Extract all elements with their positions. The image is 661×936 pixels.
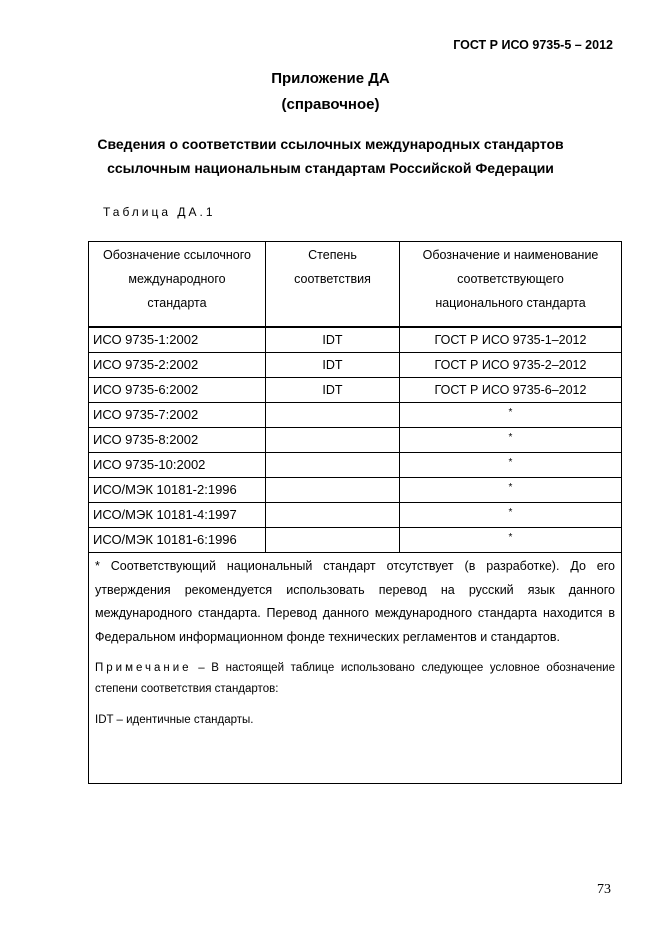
cell-international: ИСО 9735-6:2002 — [89, 378, 266, 403]
header-national-standard — [400, 242, 622, 328]
header-line: национального стандарта — [435, 296, 586, 310]
cell-degree — [266, 453, 400, 478]
cell-national: ГОСТ Р ИСО 9735-6–2012 — [400, 378, 622, 403]
page-number: 73 — [597, 882, 611, 897]
appendix-heading-line1: Сведения о соответствии ссылочных международных стандартов — [97, 136, 564, 152]
cell-degree — [266, 428, 400, 453]
note-paragraph — [95, 658, 615, 700]
table-row — [89, 478, 622, 503]
cell-international: ИСО 9735-1:2002 — [89, 327, 266, 353]
header-line: Обозначение ссылочного — [103, 248, 251, 262]
note-label: Примечание — [95, 662, 192, 674]
cell-international: ИСО/МЭК 10181-4:1997 — [89, 503, 266, 528]
table-row — [89, 503, 622, 528]
cell-national — [400, 403, 622, 428]
cell-national — [400, 528, 622, 553]
cell-national — [400, 503, 622, 528]
footnote-marker: * — [508, 407, 513, 418]
cell-national — [400, 428, 622, 453]
cell-degree — [266, 503, 400, 528]
footnote-text: * Соответствующий национальный стандарт отсутствует (в разработке). До его утверждения рекомендуется использовать перевод на русский язык данного международного стандарта. Перевод данного международного стандарта находится в Федеральном информационном фонде технических регламентов и стандартов. — [95, 559, 615, 644]
appendix-title: Приложение ДА — [271, 70, 390, 87]
header-line: Обозначение и наименование — [422, 248, 599, 262]
cell-international: ИСО 9735-8:2002 — [89, 428, 266, 453]
header-international-standard — [89, 242, 266, 328]
cell-national: ГОСТ Р ИСО 9735-1–2012 — [400, 327, 622, 353]
header-line: стандарта — [147, 296, 207, 310]
document-code: ГОСТ Р ИСО 9735-5 – 2012 — [453, 38, 613, 52]
cell-national: ГОСТ Р ИСО 9735-2–2012 — [400, 353, 622, 378]
cell-national — [400, 478, 622, 503]
cell-national — [400, 453, 622, 478]
cell-international: ИСО/МЭК 10181-6:1996 — [89, 528, 266, 553]
cell-international: ИСО/МЭК 10181-2:1996 — [89, 478, 266, 503]
footnote-marker: * — [508, 457, 513, 468]
table-row — [89, 327, 622, 353]
note-text: – В настоящей таблице использовано следующее условное обозначение степени соответствия стандартов: — [95, 662, 615, 695]
header-line: соответствующего — [457, 272, 564, 286]
appendix-heading-line2: ссылочным национальным стандартам Российской Федерации — [107, 160, 554, 176]
table-header-row — [89, 242, 622, 328]
idt-definition: IDT – идентичные стандарты. — [95, 714, 254, 726]
correspondence-table — [88, 241, 622, 784]
cell-degree: IDT — [266, 353, 400, 378]
cell-degree: IDT — [266, 327, 400, 353]
footnote-marker: * — [508, 532, 513, 543]
table-row — [89, 528, 622, 553]
cell-international: ИСО 9735-10:2002 — [89, 453, 266, 478]
appendix-subtitle: (справочное) — [281, 96, 380, 113]
cell-international: ИСО 9735-2:2002 — [89, 353, 266, 378]
cell-degree — [266, 403, 400, 428]
table-footnote-row — [89, 553, 622, 784]
cell-degree — [266, 478, 400, 503]
header-line: соответствия — [294, 272, 371, 286]
table-footnote-cell — [89, 553, 622, 784]
header-degree-of-correspondence — [266, 242, 400, 328]
footnote-marker: * — [508, 432, 513, 443]
cell-international: ИСО 9735-7:2002 — [89, 403, 266, 428]
table-row — [89, 428, 622, 453]
footnote-marker: * — [508, 507, 513, 518]
table-row — [89, 353, 622, 378]
cell-degree — [266, 528, 400, 553]
header-line: международного — [128, 272, 226, 286]
table-row — [89, 403, 622, 428]
cell-degree: IDT — [266, 378, 400, 403]
header-line: Степень — [308, 248, 357, 262]
footnote-marker: * — [508, 482, 513, 493]
table-caption: Таблица ДА.1 — [103, 205, 216, 219]
table-row — [89, 453, 622, 478]
table-row — [89, 378, 622, 403]
